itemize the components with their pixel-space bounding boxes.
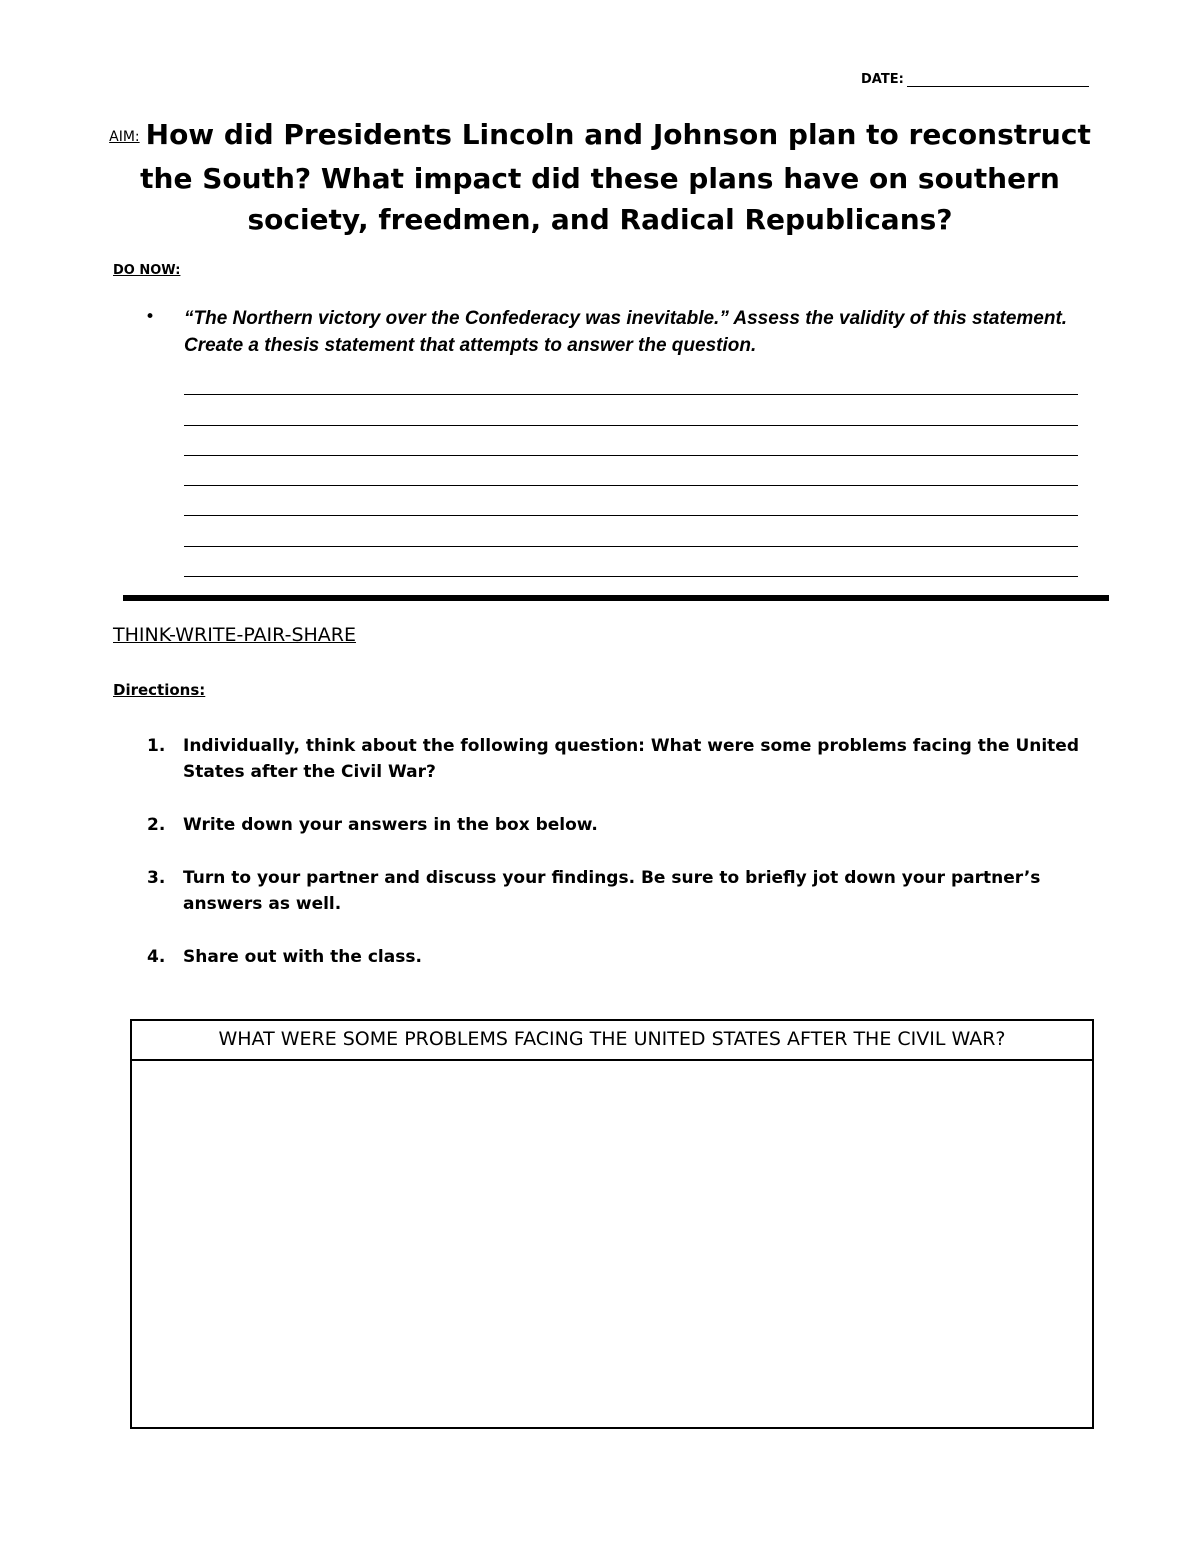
direction-step (145, 944, 1095, 970)
step-text: Individually, think about the following question: What were some problems facing the United States after the Civil War? (183, 736, 1080, 782)
date-blank-line[interactable] (907, 73, 1089, 87)
direction-step (145, 812, 1095, 838)
answer-lines (184, 365, 1078, 577)
answer-line[interactable] (184, 547, 1078, 577)
answer-line[interactable] (184, 486, 1078, 516)
directions-list (145, 733, 1095, 997)
answer-box-header: WHAT WERE SOME PROBLEMS FACING THE UNITED STATES AFTER THE CIVIL WAR? (132, 1021, 1092, 1061)
section-divider (123, 595, 1109, 601)
step-number: 2. (147, 815, 166, 835)
step-text: Share out with the class. (183, 947, 422, 967)
answer-box (130, 1019, 1094, 1429)
answer-line[interactable] (184, 395, 1078, 425)
step-number: 1. (147, 736, 166, 756)
directions-label: Directions: (113, 681, 206, 699)
answer-line[interactable] (184, 456, 1078, 486)
aim-heading (90, 114, 1110, 240)
aim-question: How did Presidents Lincoln and Johnson plan to reconstruct the South? What impact did these plans have on southern society, freedmen, and Radical Republicans? (140, 118, 1091, 236)
answer-box-writing-area[interactable] (132, 1061, 1092, 1427)
section-title: THINK-WRITE-PAIR-SHARE (113, 624, 357, 646)
answer-line[interactable] (184, 365, 1078, 395)
direction-step (145, 733, 1095, 785)
date-label: DATE: (861, 72, 904, 87)
step-number: 4. (147, 947, 166, 967)
do-now-prompt: “The Northern victory over the Confederacy was inevitable.” Assess the validity of this statement. Create a thesis statement that attempts to answer the question. (184, 308, 1068, 356)
step-number: 3. (147, 868, 166, 888)
do-now-label: DO NOW: (113, 263, 181, 278)
direction-step (145, 865, 1095, 917)
answer-line[interactable] (184, 516, 1078, 546)
aim-label: AIM: (109, 129, 140, 145)
step-text: Write down your answers in the box below. (183, 815, 598, 835)
answer-line[interactable] (184, 426, 1078, 456)
bullet-icon: • (145, 307, 156, 327)
step-text: Turn to your partner and discuss your findings. Be sure to briefly jot down your partner’s answers as well. (183, 868, 1041, 914)
date-field (861, 72, 1089, 87)
